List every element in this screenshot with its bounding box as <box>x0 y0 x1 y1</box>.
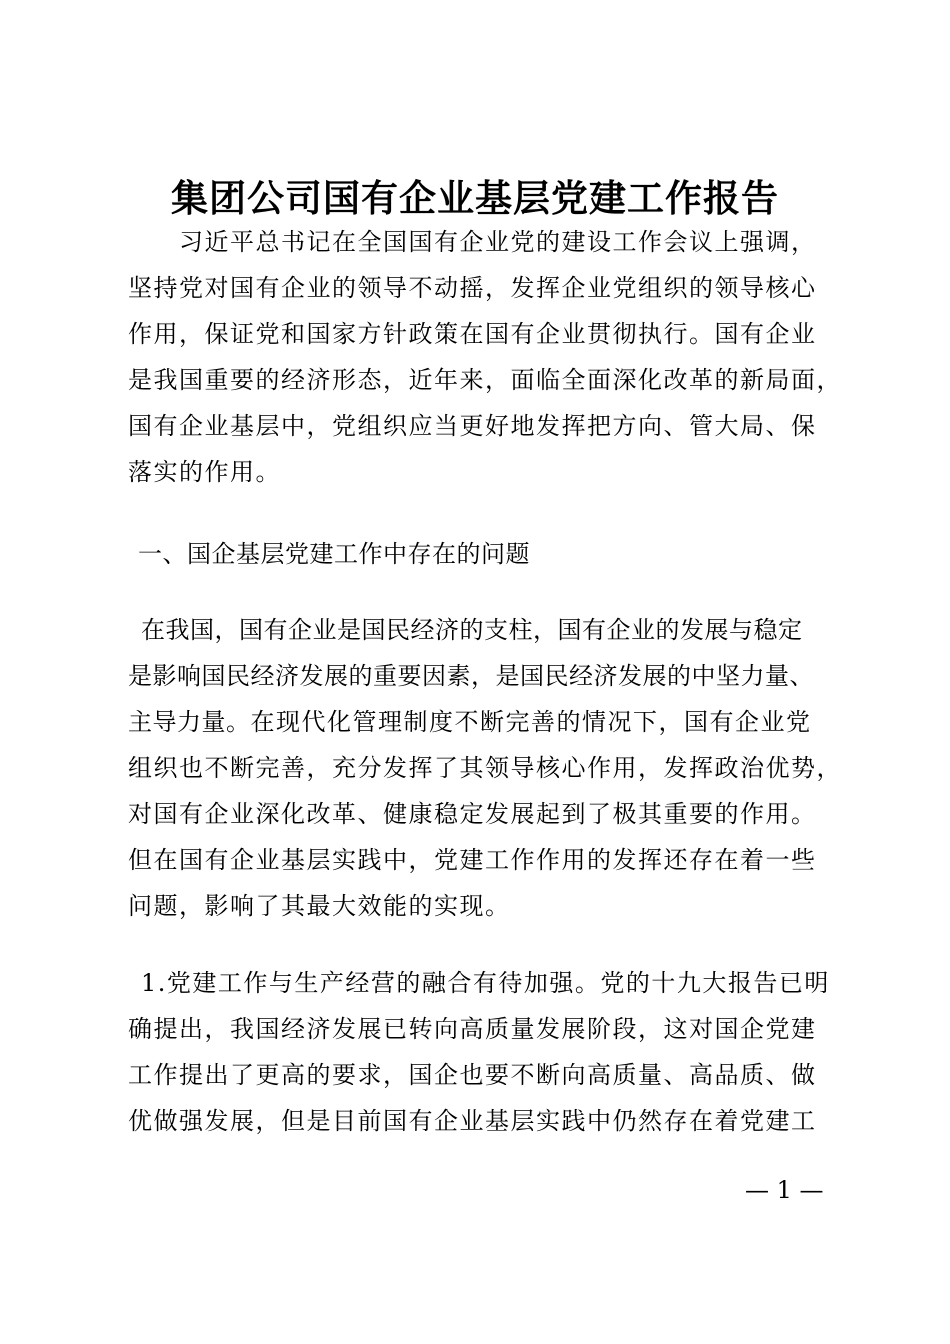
intro-line-6: 落实的作用。 <box>128 458 281 486</box>
point1-line-3: 工作提出了更高的要求，国企也要不断向高质量、高品质、做 <box>128 1061 817 1089</box>
intro-line-1: 习近平总书记在全国国有企业党的建设工作会议上强调， <box>128 228 817 256</box>
point1-line-2: 确提出，我国经济发展已转向高质量发展阶段，这对国企党建 <box>128 1015 817 1043</box>
document-title: 集团公司国有企业基层党建工作报告 <box>171 177 779 220</box>
section1-line-2: 是影响国民经济发展的重要因素，是国民经济发展的中坚力量、 <box>128 662 814 690</box>
intro-line-3: 作用，保证党和国家方针政策在国有企业贯彻执行。国有企业 <box>128 320 817 348</box>
section1-line-5: 对国有企业深化改革、健康稳定发展起到了极其重要的作用。 <box>128 800 817 828</box>
intro-line-4: 是我国重要的经济形态，近年来，面临全面深化改革的新局面， <box>128 366 842 394</box>
intro-line-2: 坚持党对国有企业的领导不动摇，发挥企业党组织的领导核心 <box>128 274 817 302</box>
section1-line-1: 在我国，国有企业是国民经济的支柱，国有企业的发展与稳定 <box>141 616 803 644</box>
section1-line-3 <box>128 699 812 745</box>
intro-line-5: 国有企业基层中，党组织应当更好地发挥把方向、管大局、保 <box>128 412 817 440</box>
section1-line-4: 组织也不断完善，充分发挥了其领导核心作用，发挥政治优势， <box>128 754 842 782</box>
section1-line-3-rest: 在现代化管理制度不断完善的情况下，国有企业党 <box>250 708 812 736</box>
point1-line-4: 优做强发展，但是目前国有企业基层实践中仍然存在着党建工 <box>128 1107 817 1135</box>
section1-line-3-bold-part: 主导力量。 <box>128 708 251 736</box>
section1-line-6: 但在国有企业基层实践中，党建工作作用的发挥还存在着一些 <box>128 846 817 874</box>
page-number: — 1 — <box>745 1176 824 1204</box>
section-heading: 一、国企基层党建工作中存在的问题 <box>138 540 530 568</box>
point1-line-1: 1.党建工作与生产经营的融合有待加强。党的十九大报告已明 <box>141 969 830 997</box>
section1-line-7: 问题，影响了其最大效能的实现。 <box>128 892 511 920</box>
